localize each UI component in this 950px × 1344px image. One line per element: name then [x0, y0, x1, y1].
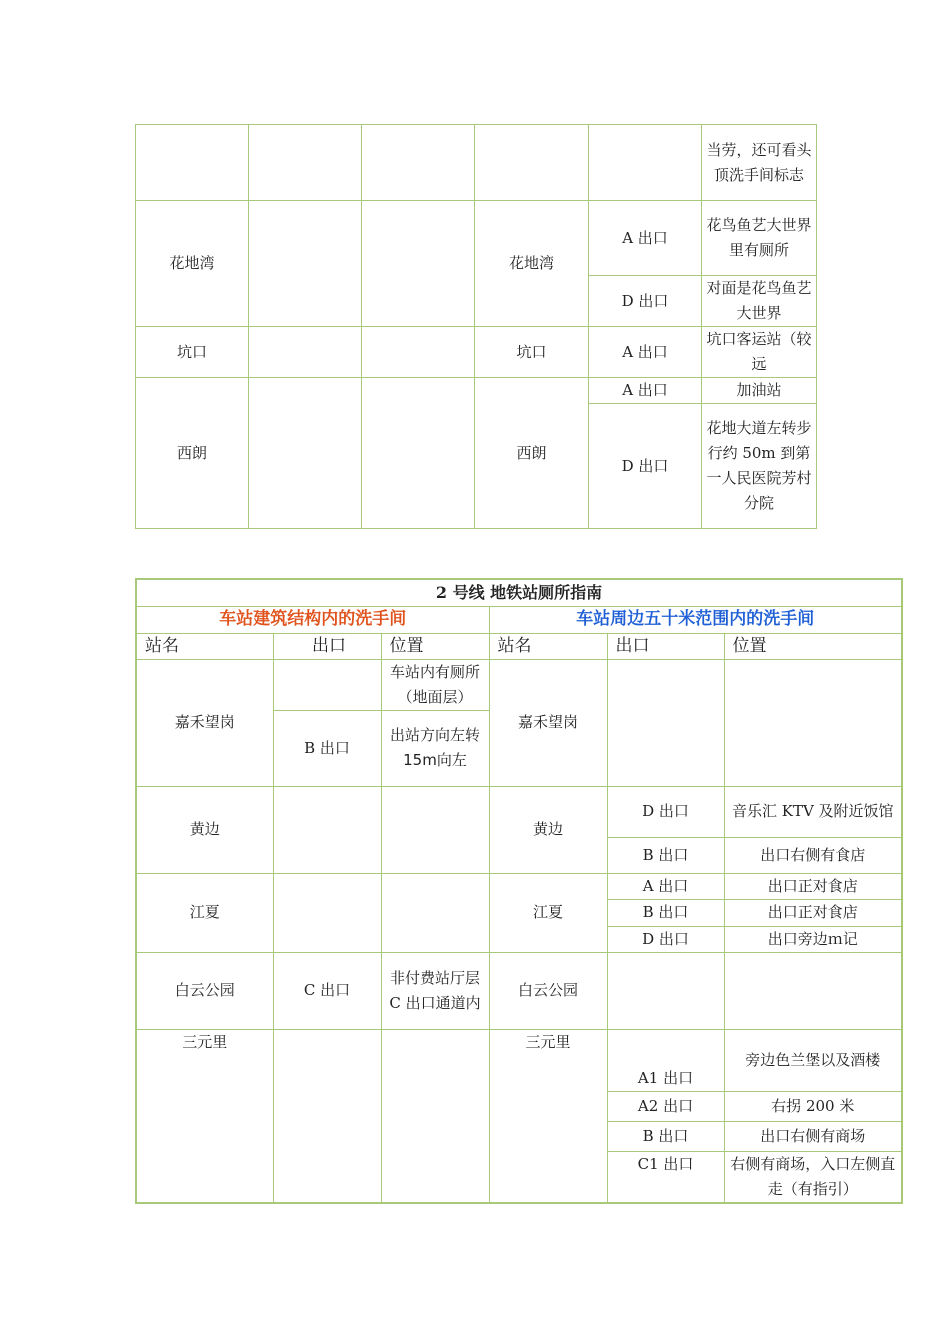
section-header-nearby: 车站周边五十米范围内的洗手间 — [489, 606, 902, 633]
station-name-cell: 坑口 — [136, 327, 249, 378]
exit-cell: A1 出口 — [607, 1029, 724, 1091]
column-header-location: 位置 — [381, 633, 489, 659]
location-cell: 出口正对食店 — [724, 873, 902, 899]
exit-cell: A 出口 — [589, 378, 702, 404]
location-cell: 对面是花鸟鱼艺大世界 — [702, 276, 817, 327]
exit-cell: D 出口 — [589, 404, 702, 529]
column-header-station: 站名 — [136, 633, 273, 659]
station-name-cell: 嘉禾望岗 — [136, 659, 273, 786]
column-header-exit: 出口 — [273, 633, 381, 659]
exit-cell: D 出口 — [589, 276, 702, 327]
exit-cell: B 出口 — [273, 710, 381, 786]
empty-cell — [381, 873, 489, 952]
location-cell: 花鸟鱼艺大世界里有厕所 — [702, 201, 817, 276]
location-cell: 右拐 200 米 — [724, 1091, 902, 1121]
exit-cell: D 出口 — [607, 926, 724, 952]
station-name-cell: 花地湾 — [475, 201, 589, 327]
exit-cell: B 出口 — [607, 837, 724, 873]
empty-cell — [273, 873, 381, 952]
exit-cell: A 出口 — [589, 201, 702, 276]
empty-cell — [249, 125, 362, 201]
empty-cell — [589, 125, 702, 201]
station-name-cell: 黄边 — [489, 786, 607, 873]
empty-cell — [362, 378, 475, 529]
station-name-cell: 白云公园 — [489, 952, 607, 1029]
location-cell: 音乐汇 KTV 及附近饭馆 — [724, 786, 902, 837]
line2-toilet-guide-table — [135, 578, 903, 1204]
station-name-cell: 坑口 — [475, 327, 589, 378]
empty-cell — [136, 125, 249, 201]
station-name-cell: 江夏 — [136, 873, 273, 952]
location-cell — [381, 710, 489, 786]
station-name-cell: 西朗 — [136, 378, 249, 529]
distance-text: 15m — [403, 751, 437, 769]
empty-cell — [362, 327, 475, 378]
exit-cell: A 出口 — [589, 327, 702, 378]
location-cell: 出口正对食店 — [724, 899, 902, 926]
empty-cell — [249, 378, 362, 529]
station-name-cell: 三元里 — [489, 1029, 607, 1203]
empty-cell — [273, 786, 381, 873]
location-text: 向左 — [436, 751, 467, 769]
location-cell: 出口右侧有食店 — [724, 837, 902, 873]
location-cell: 右侧有商场，入口左侧直走（有指引） — [724, 1151, 902, 1203]
exit-cell: B 出口 — [607, 1121, 724, 1151]
location-cell: 花地大道左转步行约 50m 到第一人民医院芳村分院 — [702, 404, 817, 529]
station-name-cell: 黄边 — [136, 786, 273, 873]
location-cell: 当劳，还可看头顶洗手间标志 — [702, 125, 817, 201]
exit-cell: A2 出口 — [607, 1091, 724, 1121]
empty-cell — [273, 659, 381, 710]
empty-cell — [273, 1029, 381, 1203]
empty-cell — [381, 786, 489, 873]
empty-cell — [475, 125, 589, 201]
exit-cell: C 出口 — [273, 952, 381, 1029]
exit-cell: C1 出口 — [607, 1151, 724, 1203]
location-cell: 坑口客运站（较远 — [702, 327, 817, 378]
station-name-cell: 白云公园 — [136, 952, 273, 1029]
empty-cell — [607, 659, 724, 786]
station-name-cell: 西朗 — [475, 378, 589, 529]
empty-cell — [362, 125, 475, 201]
empty-cell — [724, 659, 902, 786]
empty-cell — [362, 201, 475, 327]
station-name-cell: 三元里 — [136, 1029, 273, 1203]
column-header-exit: 出口 — [607, 633, 724, 659]
empty-cell — [249, 201, 362, 327]
column-header-station: 站名 — [489, 633, 607, 659]
section-header-in-station: 车站建筑结构内的洗手间 — [136, 606, 489, 633]
location-text: 出站方向左转 — [389, 726, 480, 744]
table-title: 2 号线 地铁站厕所指南 — [136, 579, 902, 606]
location-cell: 旁边色兰堡以及酒楼 — [724, 1029, 902, 1091]
station-name-cell: 江夏 — [489, 873, 607, 952]
station-name-cell: 花地湾 — [136, 201, 249, 327]
station-name-cell: 嘉禾望岗 — [489, 659, 607, 786]
location-cell: 出口右侧有商场 — [724, 1121, 902, 1151]
empty-cell — [724, 952, 902, 1029]
column-header-location: 位置 — [724, 633, 902, 659]
line1-continuation-table — [135, 124, 817, 529]
empty-cell — [607, 952, 724, 1029]
exit-cell: D 出口 — [607, 786, 724, 837]
location-cell: 非付费站厅层 C 出口通道内 — [381, 952, 489, 1029]
location-cell: 车站内有厕所（地面层） — [381, 659, 489, 710]
exit-cell: B 出口 — [607, 899, 724, 926]
exit-cell: A 出口 — [607, 873, 724, 899]
empty-cell — [249, 327, 362, 378]
location-cell: 加油站 — [702, 378, 817, 404]
location-cell: 出口旁边ｍ记 — [724, 926, 902, 952]
empty-cell — [381, 1029, 489, 1203]
